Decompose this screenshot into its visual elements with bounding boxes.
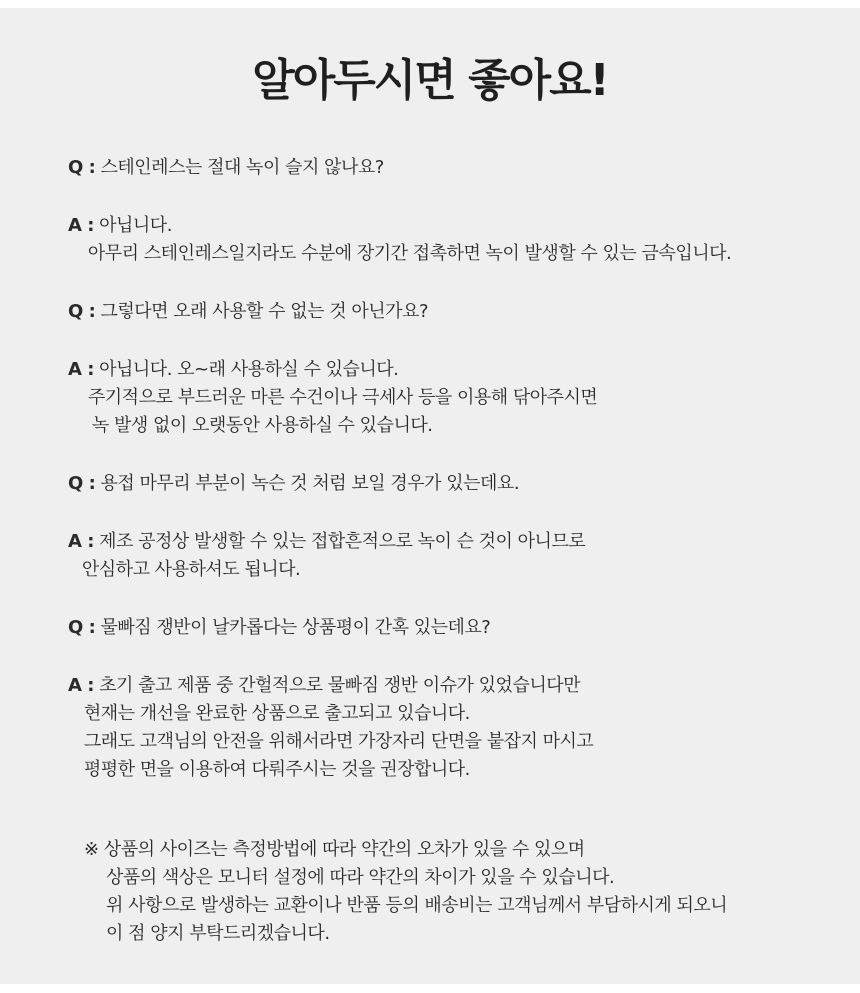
answer-text: 아무리 스테인레스일지라도 수분에 장기간 접촉하면 녹이 발생할 수 있는 금속입니다.	[87, 243, 732, 264]
answer-3	[68, 528, 848, 584]
faq-panel	[0, 8, 860, 984]
question-3	[68, 470, 848, 498]
answer-1	[68, 212, 848, 268]
notice-line: ※ 상품의 사이즈는 측정방법에 따라 약간의 오차가 있을 수 있으며	[84, 839, 585, 860]
answer-text: 평평한 면을 이용하여 다뤄주시는 것을 권장합니다.	[83, 759, 470, 780]
notice-line: 상품의 색상은 모니터 설정에 따라 약간의 차이가 있을 수 있습니다.	[106, 867, 615, 888]
notice-line: 위 사항으로 발생하는 교환이나 반품 등의 배송비는 고객님께서 부담하시게 되오니	[106, 895, 728, 916]
page-title: 알아두시면 좋아요!	[252, 55, 608, 106]
answer-tag: A :	[68, 215, 94, 236]
answer-tag: A :	[68, 675, 94, 696]
answer-text: 제조 공정상 발생할 수 있는 접합흔적으로 녹이 슨 것이 아니므로	[99, 531, 586, 552]
question-tag: Q :	[68, 617, 96, 638]
answer-2	[68, 356, 848, 440]
question-4	[68, 614, 848, 642]
question-text: 스테인레스는 절대 녹이 슬지 않나요?	[100, 157, 384, 178]
notice-line: 이 점 양지 부탁드리겠습니다.	[106, 923, 330, 944]
answer-text: 안심하고 사용하셔도 됩니다.	[81, 559, 301, 580]
question-1	[68, 154, 848, 182]
answer-text: 주기적으로 부드러운 마른 수건이나 극세사 등을 이용해 닦아주시면	[87, 387, 598, 408]
answer-text: 아닙니다. 오~래 사용하실 수 있습니다.	[99, 359, 399, 380]
question-tag: Q :	[68, 157, 96, 178]
answer-text: 녹 발생 없이 오랫동안 사용하실 수 있습니다.	[91, 415, 433, 436]
question-text: 물빠짐 쟁반이 날카롭다는 상품평이 간혹 있는데요?	[100, 617, 491, 638]
answer-text: 아닙니다.	[99, 215, 172, 236]
answer-tag: A :	[68, 359, 94, 380]
answer-text: 초기 출고 제품 중 간헐적으로 물빠짐 쟁반 이슈가 있었습니다만	[99, 675, 580, 696]
answer-tag: A :	[68, 531, 94, 552]
answer-text: 그래도 고객님의 안전을 위해서라면 가장자리 단면을 붙잡지 마시고	[83, 731, 594, 752]
qa-list	[68, 154, 848, 814]
question-tag: Q :	[68, 473, 96, 494]
question-2	[68, 298, 848, 326]
answer-text: 현재는 개선을 완료한 상품으로 출고되고 있습니다.	[83, 703, 470, 724]
answer-4	[68, 672, 848, 784]
question-text: 그렇다면 오래 사용할 수 없는 것 아닌가요?	[100, 301, 428, 322]
notice-block	[84, 836, 727, 948]
question-text: 용접 마무리 부분이 녹슨 것 처럼 보일 경우가 있는데요.	[100, 473, 520, 494]
question-tag: Q :	[68, 301, 96, 322]
